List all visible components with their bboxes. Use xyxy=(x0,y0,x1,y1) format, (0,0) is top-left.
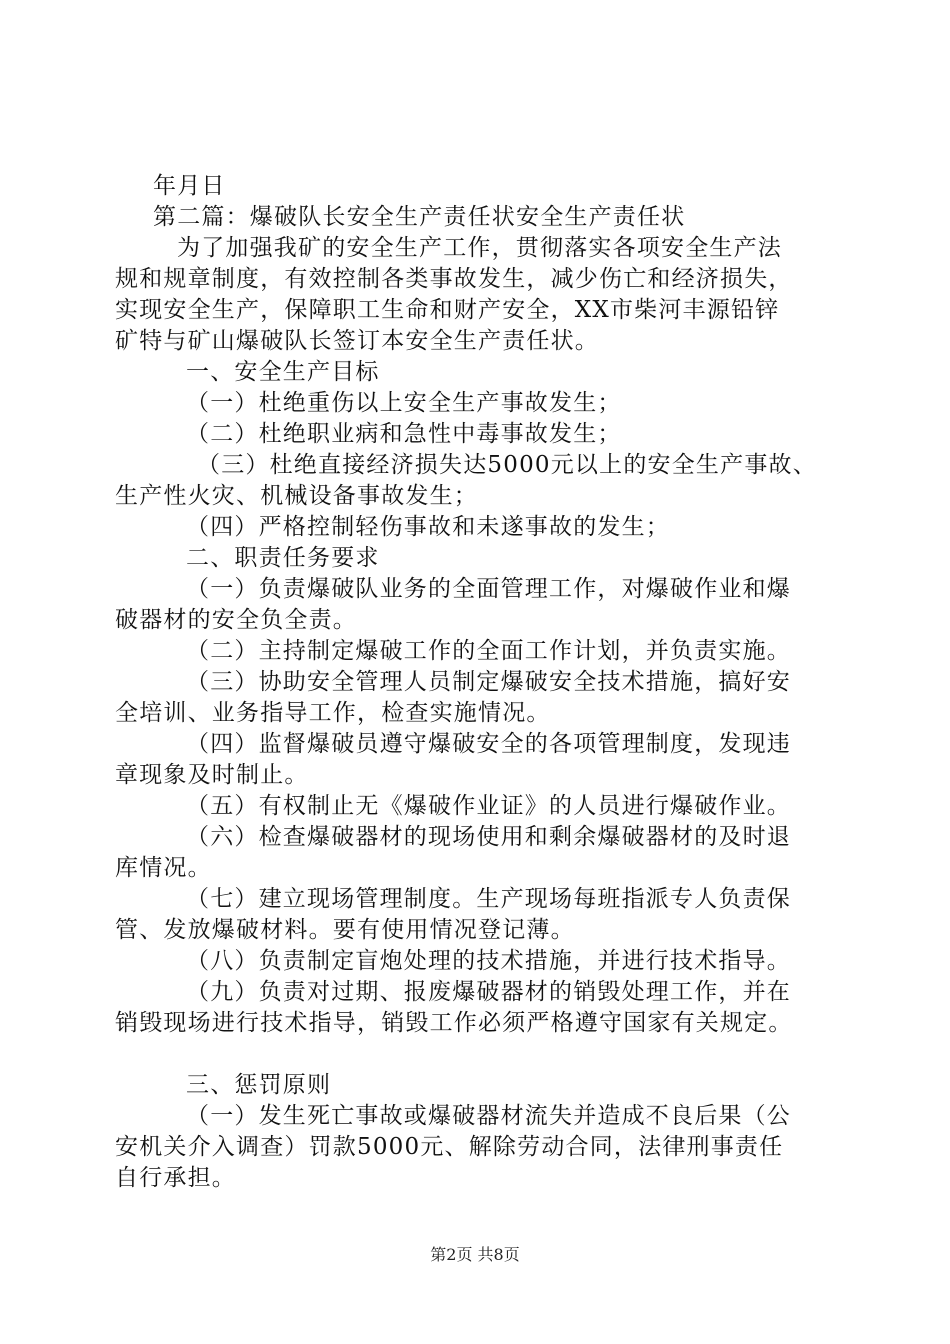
list-item-continuation: 破器材的安全负全责。 xyxy=(115,607,357,633)
list-item: （九）负责对过期、报废爆破器材的销毁处理工作，并在 xyxy=(186,979,791,1005)
list-item-continuation: 管、发放爆破材料。要有使用情况登记薄。 xyxy=(115,917,575,943)
section-title: 二、职责任务要求 xyxy=(186,545,380,571)
list-item: （四）监督爆破员遵守爆破安全的各项管理制度，发现违 xyxy=(186,731,791,757)
section-title: 一、安全生产目标 xyxy=(186,359,380,385)
list-item: （三）协助安全管理人员制定爆破安全技术措施，搞好安 xyxy=(186,669,791,695)
intro-line: 矿特与矿山爆破队长签订本安全生产责任状。 xyxy=(115,328,599,354)
list-item-continuation: 自行承担。 xyxy=(115,1165,236,1191)
section-title: 三、惩罚原则 xyxy=(186,1072,332,1098)
list-item: （四）严格控制轻伤事故和未遂事故的发生； xyxy=(186,514,670,540)
list-item: （五）有权制止无《爆破作业证》的人员进行爆破作业。 xyxy=(186,793,791,819)
paragraph-spacer xyxy=(115,1039,835,1070)
intro-line: 规和规章制度，有效控制各类事故发生，减少伤亡和经济损失， xyxy=(115,266,793,292)
list-item: （三）杜绝直接经济损失达5000元以上的安全生产事故、 xyxy=(197,452,817,478)
list-item: （八）负责制定盲炮处理的技术措施，并进行技术指导。 xyxy=(186,948,791,974)
list-item-continuation: 全培训、业务指导工作，检查实施情况。 xyxy=(115,700,551,726)
document-body xyxy=(115,171,835,1194)
list-item: （一）杜绝重伤以上安全生产事故发生； xyxy=(186,390,622,416)
list-item-continuation: 生产性火灾、机械设备事故发生； xyxy=(115,483,478,509)
list-item-continuation: 库情况。 xyxy=(115,855,212,881)
date-line: 年月日 xyxy=(153,173,226,199)
page-footer xyxy=(0,1242,950,1265)
list-item: （六）检查爆破器材的现场使用和剩余爆破器材的及时退 xyxy=(186,824,791,850)
list-item: （一）负责爆破队业务的全面管理工作，对爆破作业和爆 xyxy=(186,576,791,602)
intro-line: 实现安全生产，保障职工生命和财产安全，XX市柴河丰源铅锌 xyxy=(115,297,780,323)
list-item-continuation: 销毁现场进行技术指导，销毁工作必须严格遵守国家有关规定。 xyxy=(115,1010,793,1036)
list-item: （二）杜绝职业病和急性中毒事故发生； xyxy=(186,421,622,447)
list-item-continuation: 安机关介入调查）罚款5000元、解除劳动合同，法律刑事责任 xyxy=(115,1134,784,1160)
document-heading: 第二篇：爆破队长安全生产责任状安全生产责任状 xyxy=(153,204,686,230)
page-number: 第2页 共8页 xyxy=(430,1245,520,1264)
list-item-continuation: 章现象及时制止。 xyxy=(115,762,309,788)
intro-line: 为了加强我矿的安全生产工作，贯彻落实各项安全生产法 xyxy=(177,235,782,261)
list-item: （二）主持制定爆破工作的全面工作计划，并负责实施。 xyxy=(186,638,791,664)
list-item: （一）发生死亡事故或爆破器材流失并造成不良后果（公 xyxy=(186,1103,791,1129)
list-item: （七）建立现场管理制度。生产现场每班指派专人负责保 xyxy=(186,886,791,912)
